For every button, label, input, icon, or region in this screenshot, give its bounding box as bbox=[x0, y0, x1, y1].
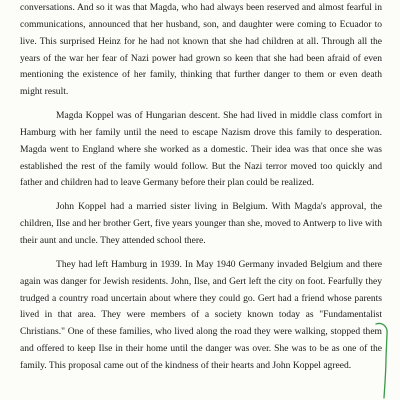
paragraph-1: conversations. And so it was that Magda, who had always been reserved and almost fearful in communications, announced that her husband, son, and daughter were coming to Ecuador to live. This surprised Heinz for he had not known that she had children at all. Through all the years of the war her fear of Nazi power had grown so keen that she had been afraid of even mentioning the existence of her family, thinking that further danger to them or even death might result. bbox=[20, 2, 382, 98]
paragraph-3: John Koppel had a married sister living in Belgium. With Magda's approval, the children, Ilse and her brother Gert, five years younger than she, moved to Antwerp to live with their aunt and uncle. They attended school there. bbox=[20, 201, 382, 246]
body-text bbox=[20, 0, 382, 375]
paragraph-2: Magda Koppel was of Hungarian descent. She had lived in middle class comfort in Hamburg with her family until the need to escape Nazism drove this family to desperation. Magda went to England where she worked as a domestic. Their idea was that once she was established the rest of the family would follow. But the Nazi terror moved too quickly and father and children had to leave Germany before their plan could be realized. bbox=[20, 110, 382, 189]
paragraph-4: They had left Hamburg in 1939. In May 1940 Germany invaded Belgium and there again was danger for Jewish residents. John, Ilse, and Gert left the city on foot. Fearfully they trudged a country road uncertain about where they could go. Gert had a friend whose parents lived in that area. They were members of a society known today as "Fundamentalist Christians." One of these families, who lived along the road they were walking, stopped them and offered to keep Ilse in their home until the danger was over. She was to be as one of the family. This proposal came out of the kindness of their hearts and John Koppel agreed. bbox=[20, 258, 382, 371]
